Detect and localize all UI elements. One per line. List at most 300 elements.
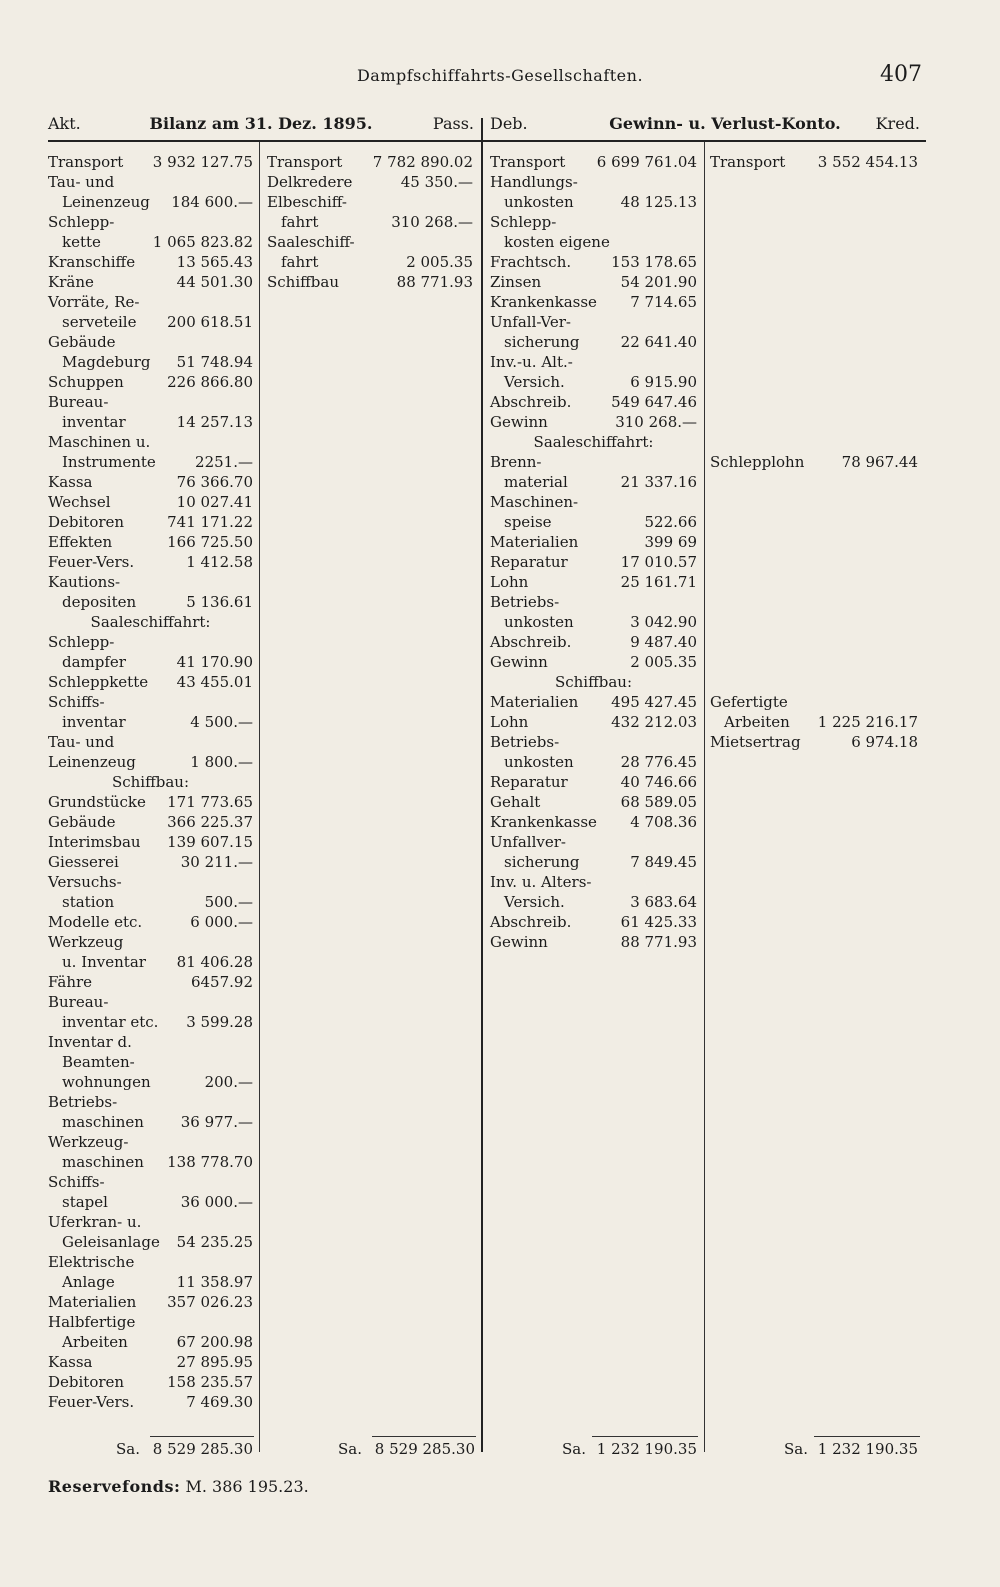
ledger-row [490,672,697,692]
ledger-row [490,912,697,932]
ledger-row [48,712,253,732]
ledger-row [48,392,253,412]
ledger-row [490,152,697,172]
entry-label: Schuppen [48,373,124,391]
entry-label: Betriebs- [490,593,560,611]
entry-label: sicherung [504,853,580,871]
ledger-row [490,692,697,712]
entry-amount: 25 161.71 [620,573,697,591]
ledger-row [490,832,697,852]
entry-label: Zinsen [490,273,542,291]
ledger-row [490,712,697,732]
entry-amount: 88 771.93 [396,273,473,291]
ledger-row [490,452,697,472]
entry-label: Reparatur [490,773,568,791]
sum-label: Sa. [784,1440,808,1458]
ledger-row [48,472,253,492]
ledger-row [48,1272,253,1292]
entry-amount: 5 136.61 [186,593,253,611]
ledger-row [48,792,253,812]
sum-label: Sa. [116,1440,140,1458]
ledger-row [48,1052,253,1072]
entry-amount: 17 010.57 [620,553,697,571]
ledger-row [48,552,253,572]
entry-amount: 1 065 823.82 [152,233,253,251]
ledger-row [48,772,253,792]
entry-amount: 44 501.30 [176,273,253,291]
gewinn-heading [490,114,920,138]
entry-label: Vorräte, Re- [48,293,140,311]
ledger-row [490,532,697,552]
entry-label: u. Inventar [62,953,146,971]
ledger-row [48,272,253,292]
reserve-label: Reservefonds: [48,1477,181,1496]
sum-rule [592,1436,698,1437]
entry-amount: 40 746.66 [620,773,697,791]
ledger-row [267,272,473,292]
entry-amount: 6 915.90 [630,373,697,391]
entry-label: kosten eigene [504,233,610,251]
entry-amount: 184 600.— [171,193,253,211]
entry-amount: 9 487.40 [630,633,697,651]
entry-amount: 4 500.— [190,713,253,731]
ledger-row [48,872,253,892]
ledger-row [267,192,473,212]
entry-amount: 500.— [204,893,253,911]
entry-label: Mietsertrag [710,733,801,751]
sum-rule [150,1436,254,1437]
passiva-label: Pass. [432,114,474,133]
ledger-row [48,912,253,932]
ledger-row [48,1172,253,1192]
entry-label: unkosten [504,193,574,211]
debet-label: Deb. [490,114,528,133]
entry-label: maschinen [62,1153,144,1171]
entry-amount: 1 800.— [190,753,253,771]
entry-label: Giesserei [48,853,119,871]
ledger-row [48,752,253,772]
ledger-row [48,1312,253,1332]
entry-label: Lohn [490,713,529,731]
entry-label: Schleppkette [48,673,149,691]
entry-label: Elektrische [48,1253,135,1271]
entry-amount: 6 974.18 [851,733,918,751]
ledger-row [48,732,253,752]
ledger-row [48,1072,253,1092]
ledger-row [490,332,697,352]
entry-label: Versich. [504,373,565,391]
bilanz-title: Bilanz am 31. Dez. 1895. [149,114,373,133]
entry-label: Uferkran- u. [48,1213,142,1231]
entry-amount: 432 212.03 [611,713,697,731]
ledger-row [48,972,253,992]
ledger-row [48,812,253,832]
entry-label: Transport [490,153,566,171]
entry-label: Materialien [490,533,579,551]
entry-amount: 6 699 761.04 [596,153,697,171]
entry-amount: 3 683.64 [630,893,697,911]
ledger-row [48,1012,253,1032]
ledger-row [490,632,697,652]
ledger-row [48,152,253,172]
entry-amount: 78 967.44 [841,453,918,471]
entry-label: Tau- und [48,733,115,751]
entry-amount: 2 005.35 [630,653,697,671]
ledger-row [490,392,697,412]
entry-label: unkosten [504,613,574,631]
entry-label: Frachtsch. [490,253,572,271]
debet-column [490,152,697,952]
ledger-row [48,992,253,1012]
entry-label: Schiffbau: [111,773,190,791]
entry-label: dampfer [62,653,126,671]
ledger-row [48,572,253,592]
entry-label: Materialien [48,1293,137,1311]
entry-amount: 10 027.41 [176,493,253,511]
ledger-row [48,1392,253,1412]
entry-label: Handlungs- [490,173,578,191]
entry-amount: 7 849.45 [630,853,697,871]
entry-label: Versich. [504,893,565,911]
entry-amount: 139 607.15 [167,833,253,851]
entry-label: Debitoren [48,1373,125,1391]
entry-label: Gewinn [490,933,548,951]
sum-value: 1 232 190.35 [817,1440,918,1458]
entry-amount: 22 641.40 [620,333,697,351]
entry-label: inventar etc. [62,1013,159,1031]
bilanz-heading [48,114,474,138]
ledger-row [490,492,697,512]
entry-amount: 1 412.58 [186,553,253,571]
ledger-row [490,792,697,812]
entry-label: Fähre [48,973,93,991]
ledger-row [267,152,473,172]
entry-label: Saaleschiffahrt: [90,613,211,631]
ledger-row [490,852,697,872]
entry-label: Elbeschiff- [267,193,347,211]
entry-label: Werkzeug [48,933,124,951]
ledger-row [48,172,253,192]
ledger-row [48,832,253,852]
entry-amount: 7 782 890.02 [372,153,473,171]
ledger-row [490,292,697,312]
entry-label: Gebäude [48,813,116,831]
entry-amount: 51 748.94 [176,353,253,371]
entry-amount: 6457.92 [190,973,253,991]
sum-label: Sa. [338,1440,362,1458]
entry-label: Maschinen- [490,493,579,511]
entry-amount: 522.66 [644,513,697,531]
entry-amount: 200.— [204,1073,253,1091]
entry-amount: 11 358.97 [176,1273,253,1291]
entry-amount: 54 201.90 [620,273,697,291]
entry-label: Magdeburg [62,353,151,371]
entry-label: Kassa [48,1353,93,1371]
entry-amount: 366 225.37 [167,813,253,831]
entry-label: Schlepplohn [710,453,805,471]
entry-label: Versuchs- [48,873,122,891]
entry-label: Beamten- [62,1053,135,1071]
entry-amount: 3 599.28 [186,1013,253,1031]
entry-amount: 68 589.05 [620,793,697,811]
ledger-row [490,932,697,952]
entry-label: Transport [710,153,786,171]
entry-label: Lohn [490,573,529,591]
entry-amount: 2251.— [195,453,253,471]
reserve-value: M. 386 195.23. [185,1477,309,1496]
ledger-row [710,712,918,732]
entry-label: material [504,473,568,491]
entry-label: Betriebs- [48,1093,118,1111]
ledger-row [48,612,253,632]
entry-label: Kranschiffe [48,253,136,271]
entry-label: Geleisanlage [62,1233,160,1251]
column-divider [259,142,260,1452]
entry-label: Instrumente [62,453,156,471]
entry-label: Kautions- [48,573,121,591]
entry-label: Brenn- [490,453,542,471]
entry-amount: 61 425.33 [620,913,697,931]
entry-amount: 226 866.80 [167,373,253,391]
ledger-row [490,232,697,252]
entry-label: Gefertigte [710,693,788,711]
entry-amount: 2 005.35 [406,253,473,271]
entry-label: Schlepp- [48,633,115,651]
entry-label: depositen [62,593,137,611]
ledger-row [48,212,253,232]
ledger-row [490,412,697,432]
entry-label: Arbeiten [724,713,790,731]
entry-label: serveteile [62,313,137,331]
ledger-row [48,432,253,452]
entry-label: Inventar d. [48,1033,132,1051]
entry-amount: 14 257.13 [176,413,253,431]
entry-label: Halbfertige [48,1313,136,1331]
ledger-row [710,152,918,172]
entry-label: Saaleschiff- [267,233,355,251]
entry-label: Leinenzeug [48,753,136,771]
ledger-row [48,1132,253,1152]
entry-label: Krankenkasse [490,813,597,831]
ledger-row [48,952,253,972]
ledger-row [267,212,473,232]
ledger-row [48,332,253,352]
entry-label: sicherung [504,333,580,351]
ledger-row [490,812,697,832]
ledger-row [48,512,253,532]
ledger-row [48,312,253,332]
entry-label: Unfallver- [490,833,566,851]
entry-label: Schiffbau: [554,673,633,691]
entry-label: Interimsbau [48,833,141,851]
entry-label: Schiffs- [48,693,105,711]
entry-label: Tau- und [48,173,115,191]
ledger-row [490,472,697,492]
reserve-fund [48,1477,309,1496]
ledger-row [48,292,253,312]
entry-amount: 138 778.70 [167,1153,253,1171]
entry-label: Betriebs- [490,733,560,751]
ledger-row [490,352,697,372]
ledger-row [48,1372,253,1392]
entry-amount: 3 552 454.13 [817,153,918,171]
entry-label: inventar [62,713,126,731]
entry-label: Leinenzeug [62,193,150,211]
passiva-column [267,152,473,292]
entry-label: Bureau- [48,393,109,411]
ledger-row [490,192,697,212]
entry-amount: 7 714.65 [630,293,697,311]
ledger-row [490,172,697,192]
entry-label: Schiffs- [48,1173,105,1191]
entry-amount: 30 211.— [180,853,253,871]
ledger-row [48,1332,253,1352]
ledger-row [710,692,918,712]
ledger-row [490,652,697,672]
entry-label: Werkzeug- [48,1133,129,1151]
entry-amount: 549 647.46 [611,393,697,411]
ledger-row [490,512,697,532]
sum-value: 8 529 285.30 [152,1440,253,1458]
ledger-row [490,872,697,892]
entry-label: Kräne [48,273,94,291]
entry-label: Anlage [62,1273,115,1291]
entry-label: wohnungen [62,1073,151,1091]
entry-amount: 166 725.50 [167,533,253,551]
entry-label: Schlepp- [48,213,115,231]
entry-label: Inv. u. Alters- [490,873,592,891]
entry-amount: 36 000.— [180,1193,253,1211]
ledger-row [490,572,697,592]
entry-amount: 158 235.57 [167,1373,253,1391]
ledger-row [267,172,473,192]
entry-amount: 310 268.— [615,413,697,431]
ledger-row [48,1112,253,1132]
entry-label: Reparatur [490,553,568,571]
ledger-row [267,232,473,252]
entry-label: Schlepp- [490,213,557,231]
ledger-row [48,672,253,692]
entry-amount: 67 200.98 [176,1333,253,1351]
entry-label: Transport [267,153,343,171]
entry-label: unkosten [504,753,574,771]
entry-amount: 1 225 216.17 [817,713,918,731]
entry-label: Debitoren [48,513,125,531]
aktiva-column [48,152,253,1412]
entry-label: fahrt [281,213,319,231]
entry-amount: 28 776.45 [620,753,697,771]
ledger-row [48,1252,253,1272]
ledger-row [48,252,253,272]
ledger-row [490,592,697,612]
ledger-row [48,852,253,872]
ledger-row [490,272,697,292]
ledger-row [48,532,253,552]
entry-amount: 76 366.70 [176,473,253,491]
ledger-row [710,452,918,472]
ledger-row [48,232,253,252]
entry-amount: 310 268.— [391,213,473,231]
entry-amount: 41 170.90 [176,653,253,671]
ledger-row [490,312,697,332]
ledger-row [48,412,253,432]
ledger-row [490,772,697,792]
entry-amount: 171 773.65 [167,793,253,811]
kredit-label: Kred. [875,114,920,133]
aktiva-label: Akt. [48,114,81,133]
ledger-row [490,432,697,452]
entry-label: Materialien [490,693,579,711]
ledger-row [48,1192,253,1212]
ledger-row [48,632,253,652]
entry-label: Grundstücke [48,793,146,811]
entry-amount: 43 455.01 [176,673,253,691]
entry-amount: 399 69 [644,533,697,551]
entry-label: Feuer-Vers. [48,553,135,571]
ledger-row [48,1212,253,1232]
entry-label: Modelle etc. [48,913,143,931]
entry-label: Abschreib. [490,633,572,651]
ledger-row [490,552,697,572]
entry-label: Abschreib. [490,393,572,411]
sum-value: 1 232 190.35 [596,1440,697,1458]
ledger-row [490,732,697,752]
ledger-row [48,652,253,672]
entry-label: Transport [48,153,124,171]
ledger-row [48,932,253,952]
ledger-row [48,1152,253,1172]
entry-amount: 3 042.90 [630,613,697,631]
ledger-row [48,452,253,472]
entry-label: kette [62,233,101,251]
entry-amount: 88 771.93 [620,933,697,951]
entry-label: stapel [62,1193,108,1211]
entry-label: inventar [62,413,126,431]
entry-label: Inv.-u. Alt.- [490,353,573,371]
entry-label: Wechsel [48,493,111,511]
ledger-row [490,212,697,232]
entry-label: Kassa [48,473,93,491]
heading-rule [48,140,926,142]
sum-value: 8 529 285.30 [374,1440,475,1458]
sum-rule [814,1436,920,1437]
entry-label: Abschreib. [490,913,572,931]
ledger-row [490,372,697,392]
entry-label: station [62,893,115,911]
entry-label: Gehalt [490,793,541,811]
entry-label: Delkredere [267,173,353,191]
ledger-row [48,1232,253,1252]
entry-label: Schiffbau [267,273,339,291]
entry-amount: 495 427.45 [611,693,697,711]
entry-amount: 3 932 127.75 [152,153,253,171]
ledger-row [490,252,697,272]
column-divider [704,142,705,1452]
section-divider [481,118,483,1452]
entry-amount: 21 337.16 [620,473,697,491]
entry-label: Saaleschiffahrt: [533,433,654,451]
entry-amount: 36 977.— [180,1113,253,1131]
entry-label: speise [504,513,552,531]
entry-amount: 357 026.23 [167,1293,253,1311]
ledger-row [48,1032,253,1052]
ledger-row [48,352,253,372]
entry-label: Gewinn [490,653,548,671]
entry-amount: 6 000.— [190,913,253,931]
page-number: 407 [880,62,922,87]
entry-amount: 54 235.25 [176,1233,253,1251]
entry-amount: 4 708.36 [630,813,697,831]
